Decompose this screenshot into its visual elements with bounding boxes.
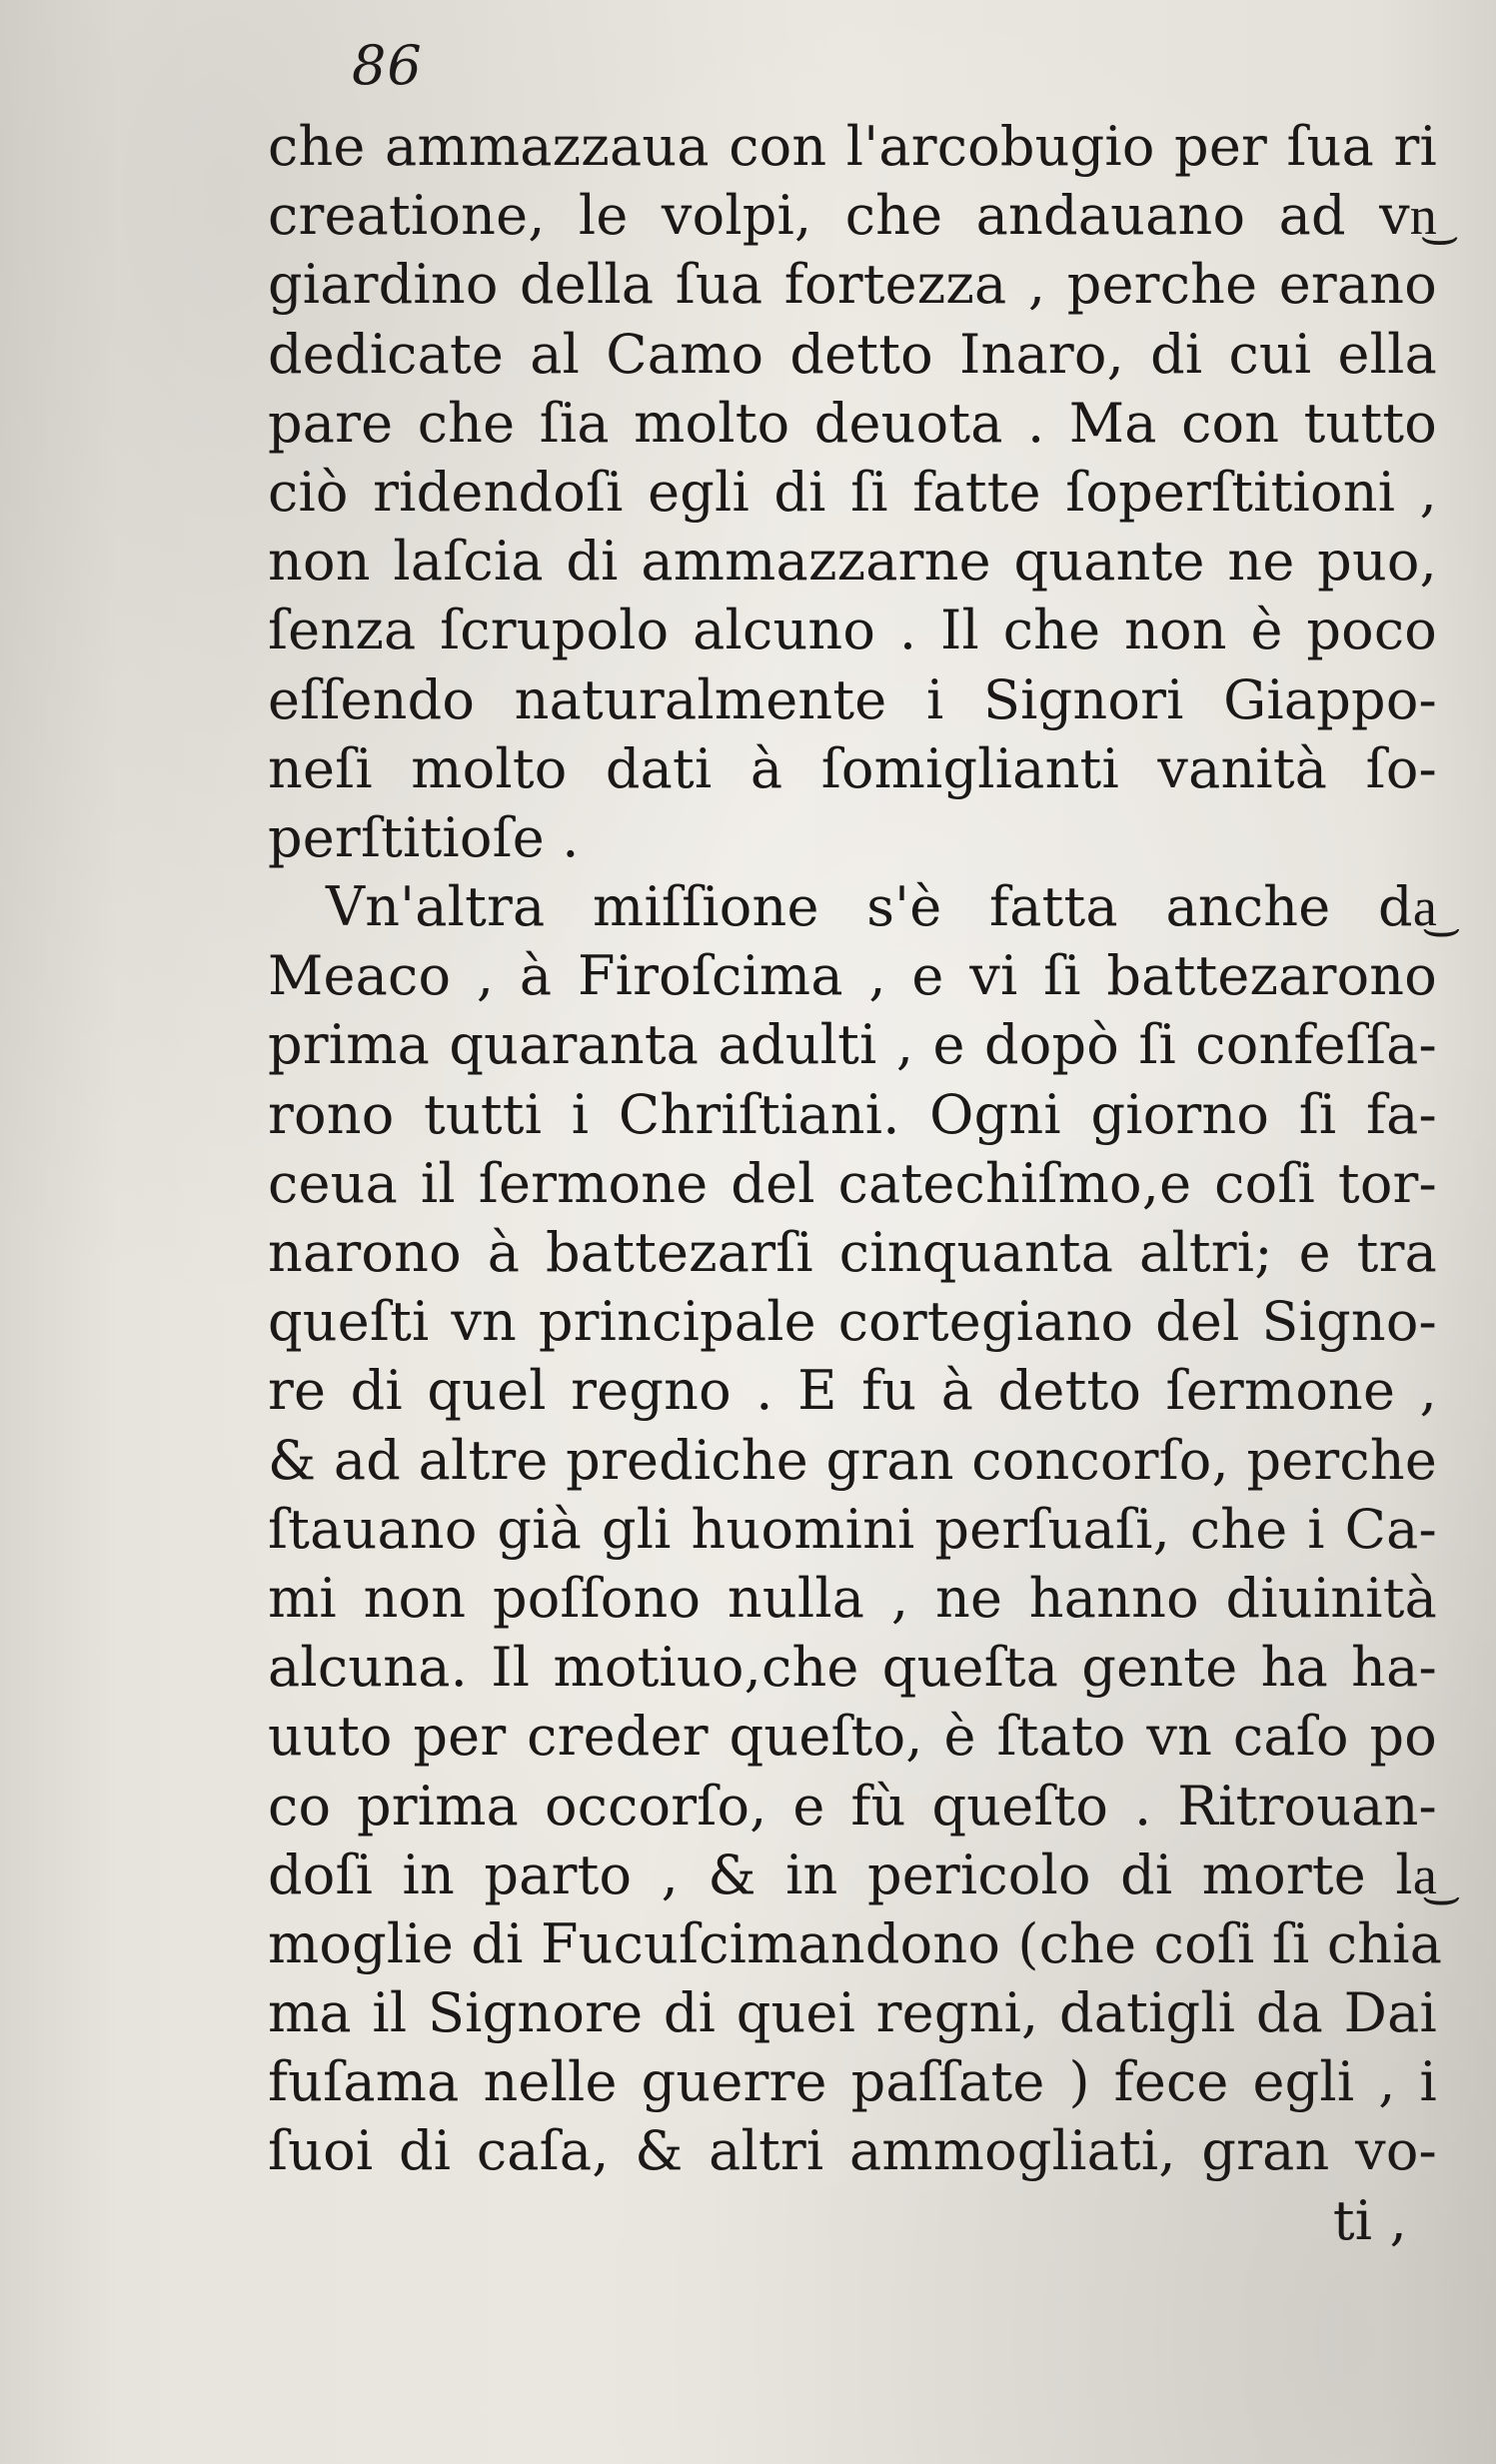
- text-line: ma il Signore di quei regni, datigli da Dai: [268, 1981, 1437, 2045]
- text-line: dedicate al Camo detto Inaro, di cui ella: [268, 322, 1437, 386]
- text-line: creatione, le volpi, che andauano ad vn͜: [268, 184, 1437, 248]
- text-line: moglie di Fucuſcimandono (che coſi ſi chia: [268, 1911, 1443, 1975]
- text-line: & ad altre prediche gran concorſo, perche: [268, 1428, 1437, 1492]
- text-line: Vn'altra miſſione s'è fatta anche da͜: [326, 875, 1437, 939]
- text-line: neſi molto dati à ſomiglianti vanità ſo-: [268, 736, 1437, 800]
- text-line: perſtitioſe .: [268, 805, 580, 869]
- text-line: ceua il ſermone del catechiſmo,e coſi tor-: [268, 1151, 1437, 1215]
- page-number: 86: [352, 34, 423, 97]
- text-line: giardino della ſua fortezza , perche erano: [268, 253, 1437, 317]
- text-line: re di quel regno . E fu à detto ſermone ,: [268, 1359, 1437, 1423]
- text-line: non laſcia di ammazzarne quante ne puo,: [268, 530, 1437, 594]
- text-line: ti ,: [1332, 2188, 1407, 2252]
- text-line: doſi in parto , & in pericolo di morte la͜: [268, 1843, 1437, 1906]
- body-text: [268, 112, 1443, 2255]
- text-line: ſuoi di caſa, & altri ammogliati, gran vo-: [268, 2119, 1437, 2183]
- text-line: co prima occorſo, e fù queſto . Ritrouan-: [268, 1774, 1437, 1838]
- text-line: mi non poſſono nulla , ne hanno diuinità: [268, 1566, 1437, 1630]
- text-line: ciò ridendoſi egli di ſi fatte ſoperſtitioni ,: [268, 460, 1437, 524]
- text-line: Meaco , à Firoſcima , e vi ſi battezarono: [268, 944, 1437, 1008]
- text-line: prima quaranta adulti , e dopò ſi confeſſa-: [268, 1013, 1437, 1077]
- text-line: alcuna. Il motiuo,che queſta gente ha ha-: [268, 1636, 1437, 1700]
- text-line: narono à battezarſi cinquanta altri; e tra: [268, 1221, 1437, 1284]
- text-line: queſti vn principale cortegiano del Signo-: [268, 1290, 1437, 1354]
- text-line: pare che ſia molto deuota . Ma con tutto: [268, 391, 1437, 455]
- text-line: fuſama nelle guerre paſſate ) fece egli , i: [268, 2050, 1437, 2114]
- text-line: ſenza ſcrupolo alcuno . Il che non è poco: [268, 599, 1437, 662]
- text-line: rono tutti i Chriſtiani. Ogni giorno ſi fa-: [268, 1082, 1437, 1146]
- text-line: eſſendo naturalmente i Signori Giappo-: [268, 667, 1437, 731]
- text-line: ſtauano già gli huomini perſuaſi, che i Ca-: [268, 1497, 1437, 1561]
- text-line: che ammazzaua con l'arcobugio per ſua ri: [268, 115, 1437, 178]
- text-line: uuto per creder queſto, è ſtato vn caſo po: [268, 1705, 1437, 1769]
